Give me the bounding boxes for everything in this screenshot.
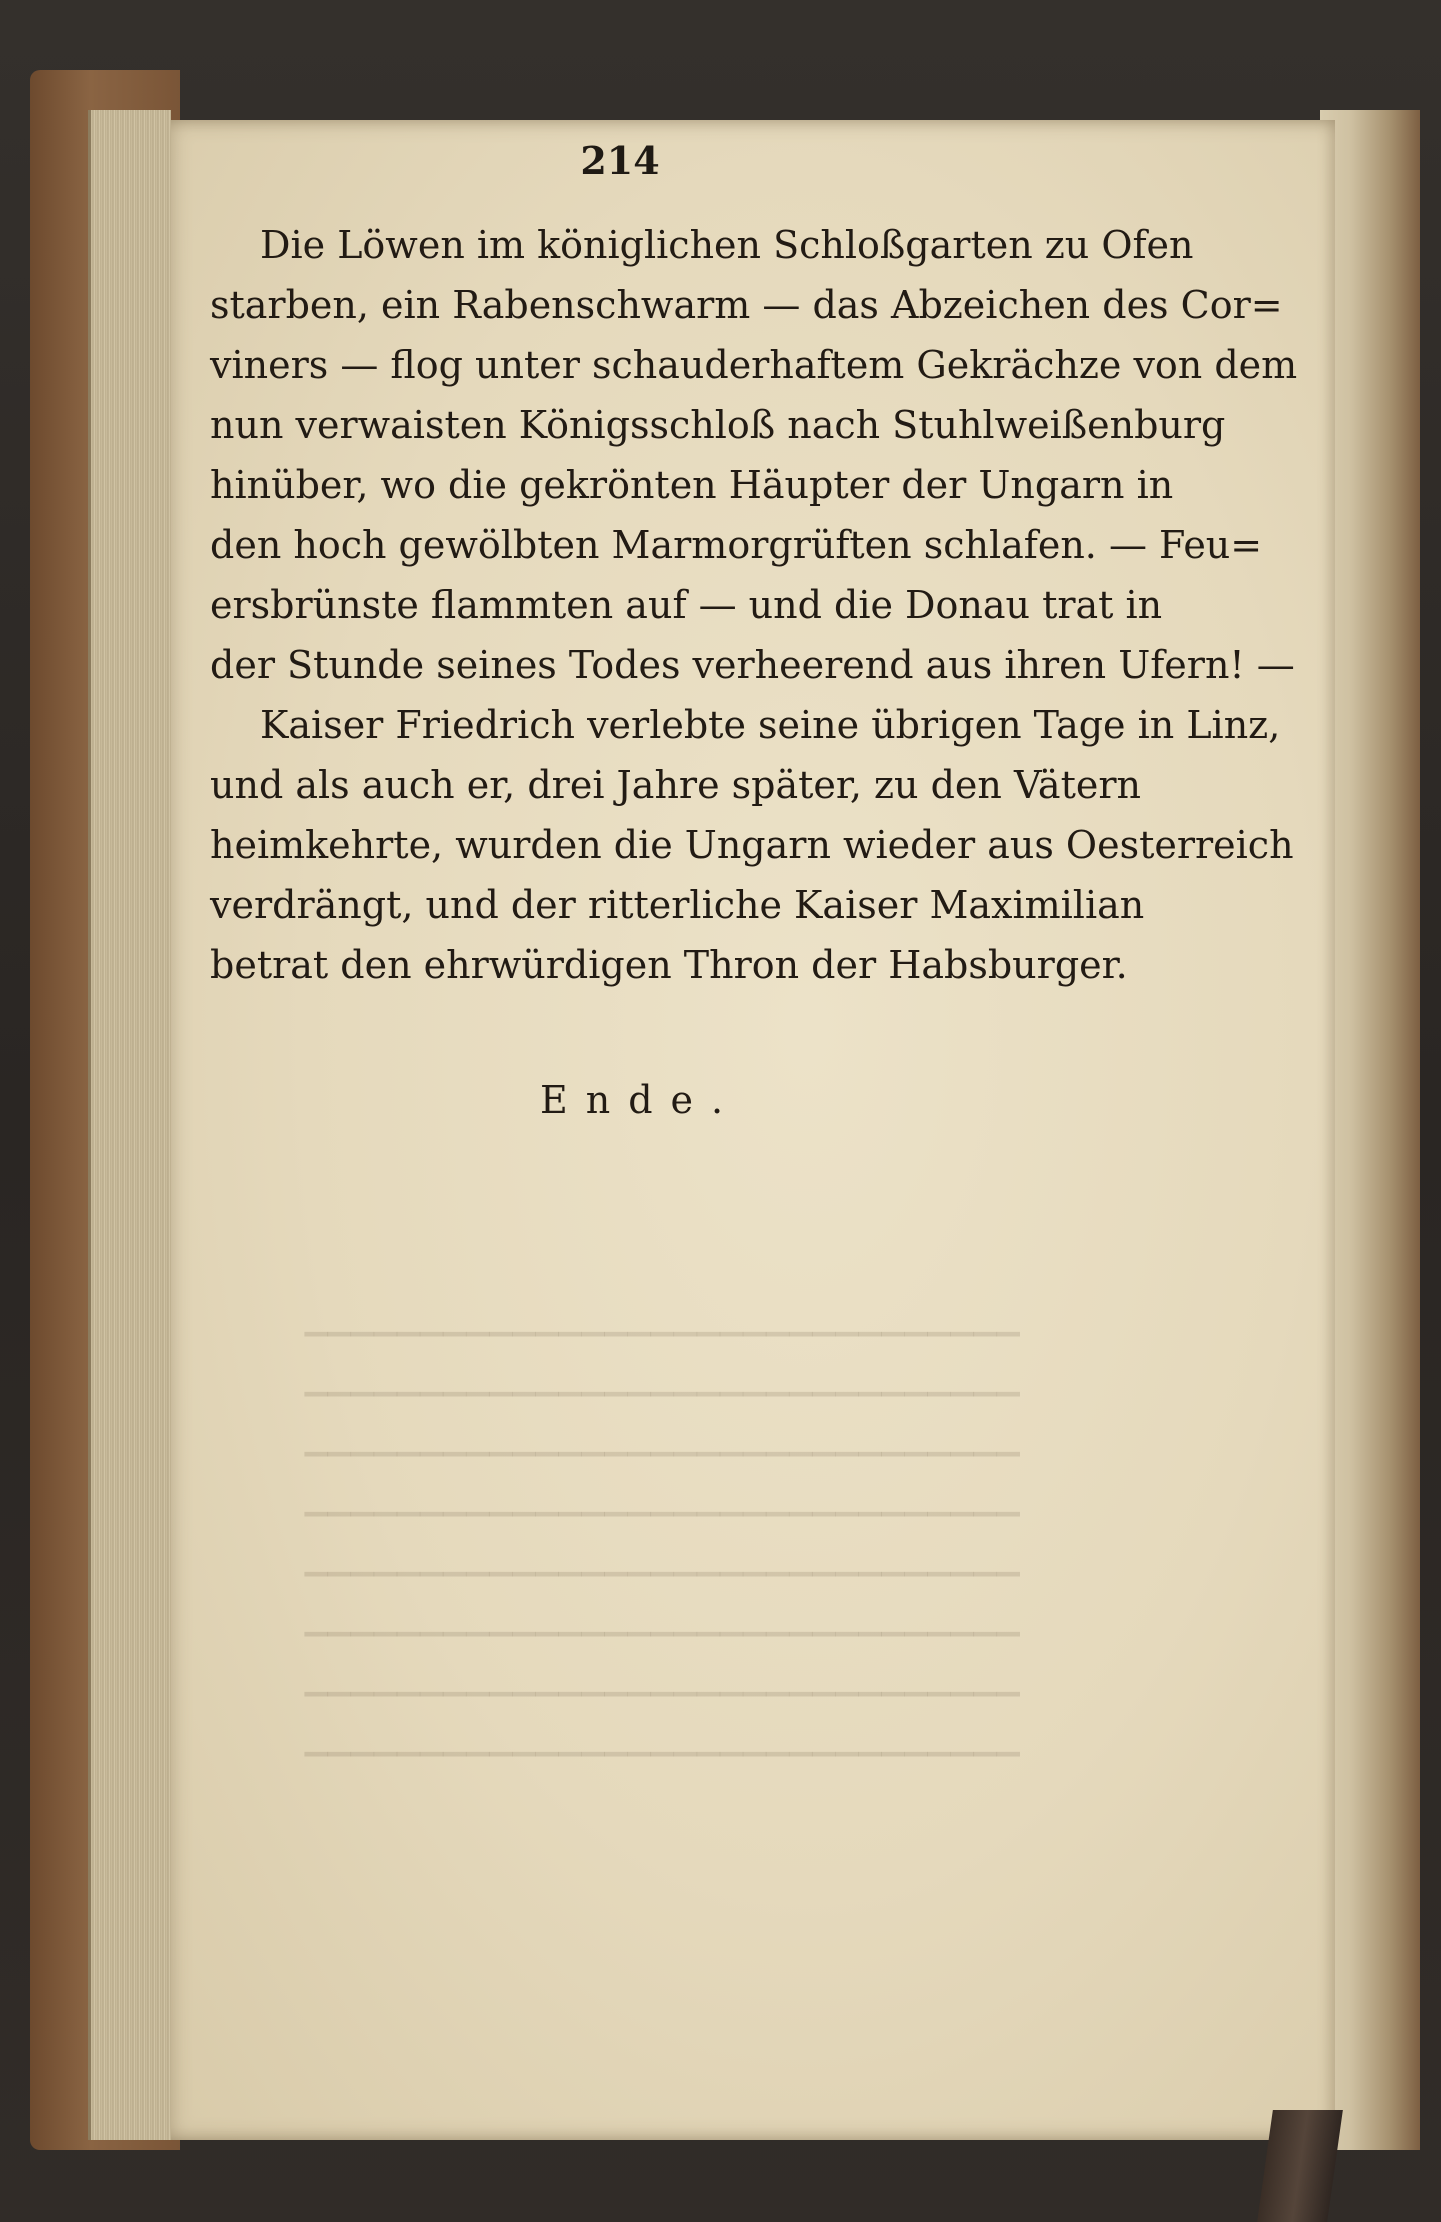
bleed-through-text: ▁▁▁▁▁▁▁▁▁▁▁▁▁▁▁▁▁▁▁▁▁▁▁▁▁▁▁▁▁▁▁: [304, 1662, 1020, 1697]
text-line: ersbrünste flammten auf — und die Donau trat in: [210, 583, 1163, 627]
text-line: den hoch gewölbten Marmorgrüften schlafen. — Feu=: [210, 523, 1263, 567]
body-text: [210, 215, 1298, 995]
page-edge-stack: [88, 110, 171, 2140]
text-line: der Stunde seines Todes verheerend aus ihren Ufern! —: [210, 643, 1295, 687]
bookmark-ribbon: [1257, 2110, 1343, 2222]
bleed-through-text: ▁▁▁▁▁▁▁▁▁▁▁▁▁▁▁▁▁▁▁▁▁▁▁▁▁▁▁▁▁▁▁: [304, 1482, 1020, 1517]
text-line: und als auch er, drei Jahre später, zu den Vätern: [210, 763, 1141, 807]
bleed-through-text: ▁▁▁▁▁▁▁▁▁▁▁▁▁▁▁▁▁▁▁▁▁▁▁▁▁▁▁▁▁▁▁: [304, 1602, 1020, 1637]
text-line: Die Löwen im königlichen Schloßgarten zu Ofen: [260, 223, 1194, 267]
text-line: heimkehrte, wurden die Ungarn wieder aus Oesterreich: [210, 823, 1294, 867]
text-line: verdrängt, und der ritterliche Kaiser Maximilian: [210, 883, 1145, 927]
end-mark: Ende.: [540, 1078, 742, 1122]
text-line: betrat den ehrwürdigen Thron der Habsburger.: [210, 943, 1128, 987]
text-line: hinüber, wo die gekrönten Häupter der Ungarn in: [210, 463, 1174, 507]
facing-page-edge: [1320, 110, 1420, 2150]
text-line: Kaiser Friedrich verlebte seine übrigen Tage in Linz,: [260, 703, 1281, 747]
bleed-through-text: ▁▁▁▁▁▁▁▁▁▁▁▁▁▁▁▁▁▁▁▁▁▁▁▁▁▁▁▁▁▁▁: [304, 1542, 1020, 1577]
bleed-through-text: ▁▁▁▁▁▁▁▁▁▁▁▁▁▁▁▁▁▁▁▁▁▁▁▁▁▁▁▁▁▁▁: [304, 1422, 1020, 1457]
bleed-through-text: ▁▁▁▁▁▁▁▁▁▁▁▁▁▁▁▁▁▁▁▁▁▁▁▁▁▁▁▁▁▁▁: [304, 1722, 1020, 1757]
bleed-through-text: ▁▁▁▁▁▁▁▁▁▁▁▁▁▁▁▁▁▁▁▁▁▁▁▁▁▁▁▁▁▁▁: [304, 1302, 1020, 1337]
text-line: nun verwaisten Königsschloß nach Stuhlweißenburg: [210, 403, 1226, 447]
bleed-through-text: ▁▁▁▁▁▁▁▁▁▁▁▁▁▁▁▁▁▁▁▁▁▁▁▁▁▁▁▁▁▁▁: [304, 1362, 1020, 1397]
text-line: starben, ein Rabenschwarm — das Abzeichen des Cor=: [210, 283, 1283, 327]
text-line: viners — flog unter schauderhaftem Gekrächze von dem: [210, 343, 1298, 387]
page-number: 214: [580, 138, 660, 183]
